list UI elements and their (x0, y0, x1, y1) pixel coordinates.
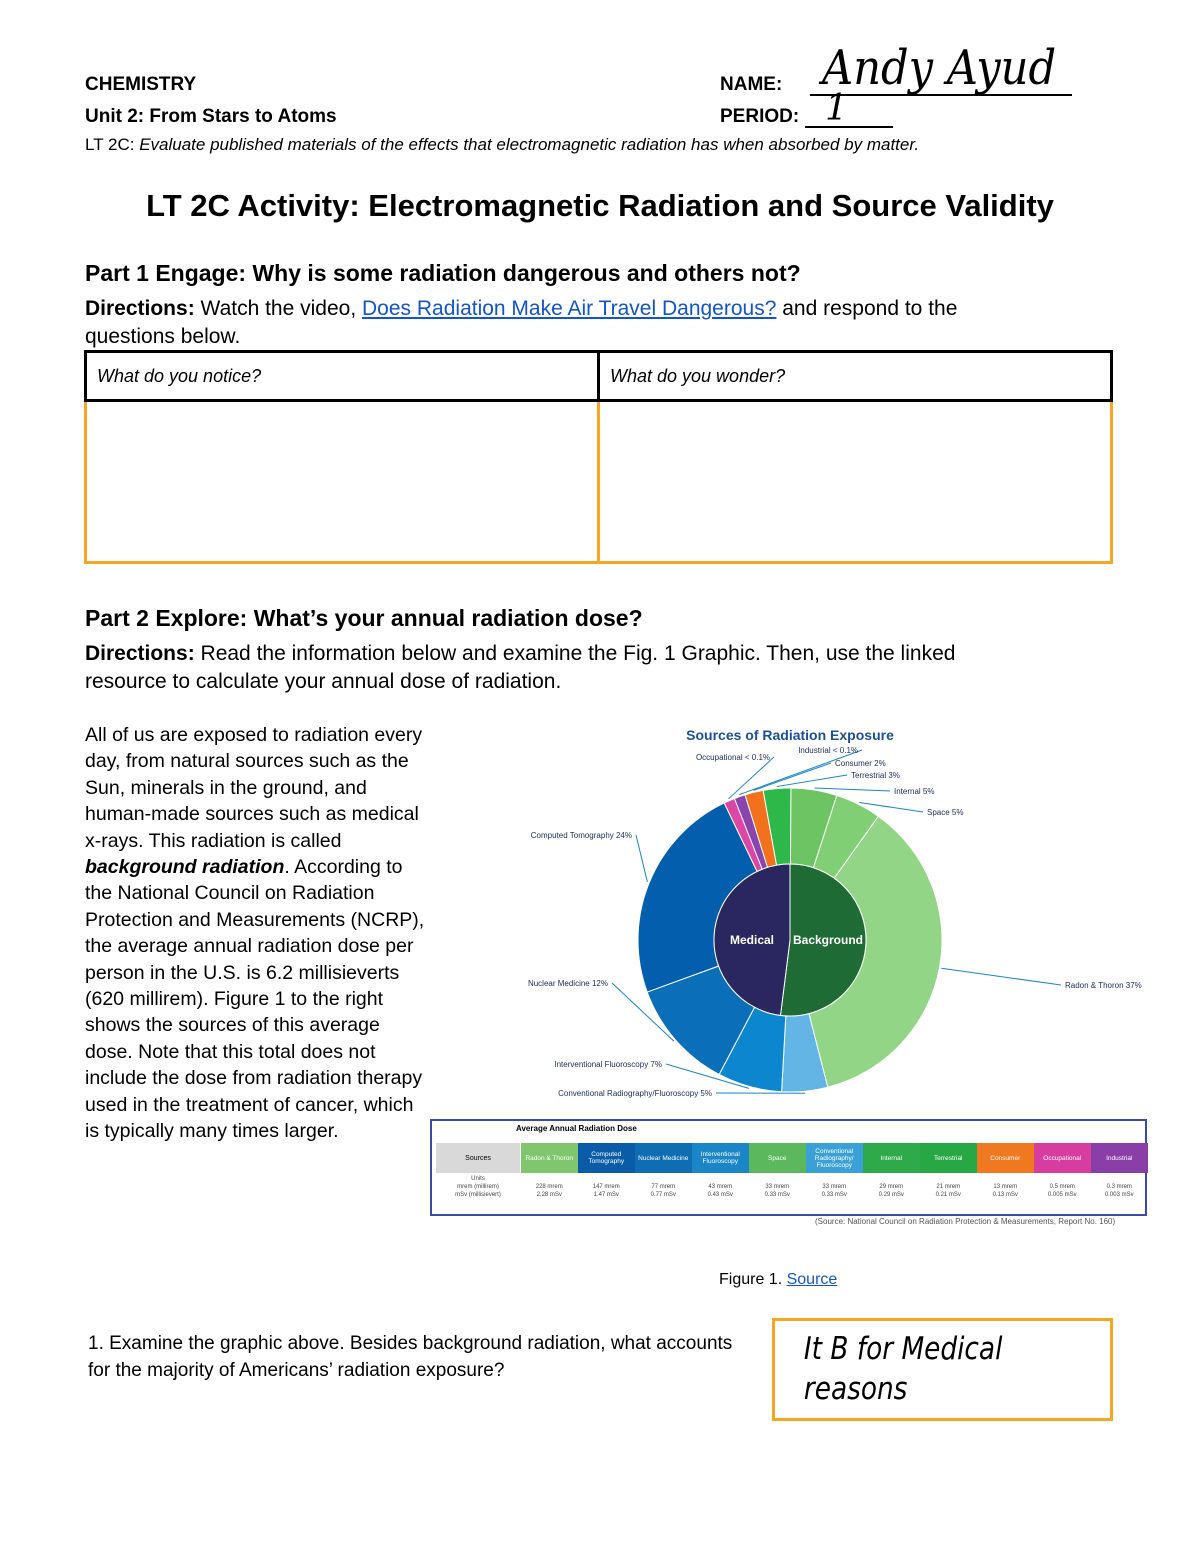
dose-mrem: 33 mrem (765, 1184, 790, 1190)
dose-col-header: Computed Tomography (578, 1143, 635, 1173)
leader-line (815, 788, 890, 791)
period-value[interactable]: 1 (825, 88, 848, 129)
part1-directions (85, 295, 1115, 351)
figure-source-link[interactable]: Source (786, 1271, 838, 1288)
dose-msv: 0.77 mSv (650, 1192, 676, 1198)
part2-directions-label: Directions: (85, 642, 195, 665)
wonder-header: What do you wonder? (599, 352, 1112, 401)
notice-header: What do you notice? (86, 352, 599, 401)
dose-col-values (977, 1183, 1034, 1199)
leader-line (754, 763, 831, 790)
dose-col-values (635, 1183, 692, 1199)
answer-line-2: reasons (803, 1371, 908, 1407)
dose-mrem: 77 mrem (651, 1184, 676, 1190)
dose-msv: 2.28 mSv (536, 1192, 562, 1198)
dose-msv: 0.33 mSv (764, 1192, 790, 1198)
slice-label: Nuclear Medicine 12% (527, 979, 608, 988)
dose-msv: 0.005 mSv (1047, 1192, 1077, 1198)
chart-title: Sources of Radiation Exposure (686, 727, 894, 743)
paragraph-part1: All of us are exposed to radiation every day, from natural sources such as the Sun, minerals in the ground, and human-made sources such as medical x-rays. This radiation is called (85, 724, 423, 852)
dose-table-footer: (Source: National Council on Radiation Protection & Measurements, Report No. 160) (815, 1217, 1116, 1226)
question-1-answer-box[interactable] (772, 1318, 1113, 1421)
unit-label: Unit 2: From Stars to Atoms (85, 106, 337, 127)
dose-msv: 0.21 mSv (935, 1192, 961, 1198)
dose-col-values (1034, 1183, 1091, 1199)
learning-target (85, 135, 919, 155)
radiation-pie-chart (480, 720, 1160, 1120)
video-link[interactable]: Does Radiation Make Air Travel Dangerous? (362, 297, 777, 320)
leader-line (941, 968, 1061, 985)
slice-label: Conventional Radiography/Fluoroscopy 5% (558, 1089, 712, 1098)
part2-directions (85, 640, 1125, 696)
lt-code: LT 2C: (85, 135, 135, 154)
leader-line (636, 835, 647, 882)
dose-mrem: 29 mrem (879, 1184, 904, 1190)
dose-msv: 0.13 mSv (992, 1192, 1018, 1198)
units-row1: mrem (millirem) (457, 1184, 499, 1190)
slice-label: Occupational < 0.1% (695, 753, 770, 762)
dose-col-header: Consumer (977, 1143, 1034, 1173)
name-label: NAME: (720, 74, 783, 95)
dose-table (430, 1119, 1147, 1216)
dose-msv: 0.33 mSv (821, 1192, 847, 1198)
units-label: Units (471, 1176, 485, 1182)
lt-text: Evaluate published materials of the effects that electromagnetic radiation has when absorbed by matter. (139, 135, 920, 154)
dose-col-values (920, 1183, 977, 1199)
dose-mrem: 228 mrem (535, 1184, 563, 1190)
inner-label-medical: Medical (729, 933, 775, 947)
question-1: 1. Examine the graphic above. Besides background radiation, what accounts for the majority of Americans’ radiation exposure? (88, 1333, 733, 1381)
dose-col-values (749, 1183, 806, 1199)
part2-heading: Part 2 Explore: What’s your annual radiation dose? (85, 605, 643, 631)
wonder-answer-cell[interactable] (599, 401, 1112, 563)
slice-label: Space 5% (927, 808, 964, 817)
period-underline (805, 126, 893, 128)
slice-label: Consumer 2% (835, 759, 886, 768)
dose-mrem: 43 mrem (708, 1184, 733, 1190)
dose-col-values (806, 1183, 863, 1199)
part2-directions-text1: Read the information below and examine the Fig. 1 Graphic. Then, use the linked (200, 642, 956, 665)
dose-col-header: Space (749, 1143, 806, 1173)
period-label: PERIOD: (720, 106, 800, 127)
dose-col-values (863, 1183, 920, 1199)
notice-answer-cell[interactable] (86, 401, 599, 563)
units-row2: mSv (millisievert) (455, 1192, 501, 1198)
dose-msv: 0.29 mSv (878, 1192, 904, 1198)
dose-col-header: Terrestrial (920, 1143, 977, 1173)
dose-col-header: Occupational (1034, 1143, 1091, 1173)
dose-col-values (692, 1183, 749, 1199)
subject-label: CHEMISTRY (85, 74, 197, 95)
background-radiation-term: background radiation (85, 856, 285, 879)
part1-directions-post: and respond to the (782, 297, 958, 320)
part1-directions-post2: questions below. (85, 325, 241, 348)
inner-label-background: Background (792, 933, 864, 947)
figure-caption-prefix: Figure 1. (719, 1271, 783, 1288)
dose-mrem: 13 mrem (993, 1184, 1018, 1190)
slice-label: Industrial < 0.1% (798, 746, 858, 755)
slice-label: Interventional Fluoroscopy 7% (554, 1060, 662, 1069)
dose-col-values (578, 1183, 635, 1199)
dose-mrem: 33 mrem (822, 1184, 847, 1190)
dose-msv: 1.47 mSv (593, 1192, 619, 1198)
dose-msv: 0.43 mSv (707, 1192, 733, 1198)
dose-col-header: Radon & Thoron (521, 1143, 578, 1173)
dose-table-units (436, 1175, 520, 1199)
paragraph-part2: . According to the National Council on Radiation Protection and Measurements (NCRP), the average annual radiation dose per person in the U.S. is 6.2 millisieverts (620 millirem). Figure 1 to the right shows the sources of this average dose. Note that this total does not include the dose from radiation therapy used in the treatment of cancer, which is typically many times larger. (85, 856, 425, 1143)
dose-col-values (521, 1183, 578, 1199)
dose-table-sources-header: Sources (436, 1143, 520, 1173)
dose-mrem: 0.3 mrem (1106, 1184, 1132, 1190)
part1-directions-pre: Watch the video, (200, 297, 357, 320)
dose-col-header: Conventional Radiography/ Fluoroscopy (806, 1143, 863, 1173)
slice-label: Computed Tomography 24% (530, 831, 632, 840)
slice-label: Internal 5% (894, 787, 935, 796)
slice-label: Terrestrial 3% (851, 771, 900, 780)
dose-msv: 0.003 mSv (1104, 1192, 1134, 1198)
dose-col-header: Industrial (1091, 1143, 1148, 1173)
dose-mrem: 21 mrem (936, 1184, 961, 1190)
name-signature[interactable]: Andy Ayud (822, 40, 1057, 96)
notice-wonder-table (84, 350, 1113, 564)
answer-line-1: It B for Medical (803, 1331, 1003, 1367)
part2-directions-text2: resource to calculate your annual dose of radiation. (85, 670, 562, 693)
part1-heading: Part 1 Engage: Why is some radiation dangerous and others not? (85, 260, 801, 286)
dose-col-header: Interventional Fluoroscopy (692, 1143, 749, 1173)
dose-mrem: 147 mrem (592, 1184, 620, 1190)
figure-caption (719, 1271, 837, 1289)
dose-col-values (1091, 1183, 1148, 1199)
question-1-answer (775, 1321, 1060, 1409)
dose-col-header: Internal (863, 1143, 920, 1173)
background-paragraph (85, 722, 425, 1145)
page-title: LT 2C Activity: Electromagnetic Radiation and Source Validity (146, 188, 1054, 223)
dose-col-header: Nuclear Medicine (635, 1143, 692, 1173)
dose-mrem: 0.5 mrem (1049, 1184, 1075, 1190)
dose-table-title: Average Annual Radiation Dose (516, 1124, 637, 1133)
slice-label: Radon & Thoron 37% (1065, 981, 1142, 990)
part1-directions-label: Directions: (85, 297, 195, 320)
